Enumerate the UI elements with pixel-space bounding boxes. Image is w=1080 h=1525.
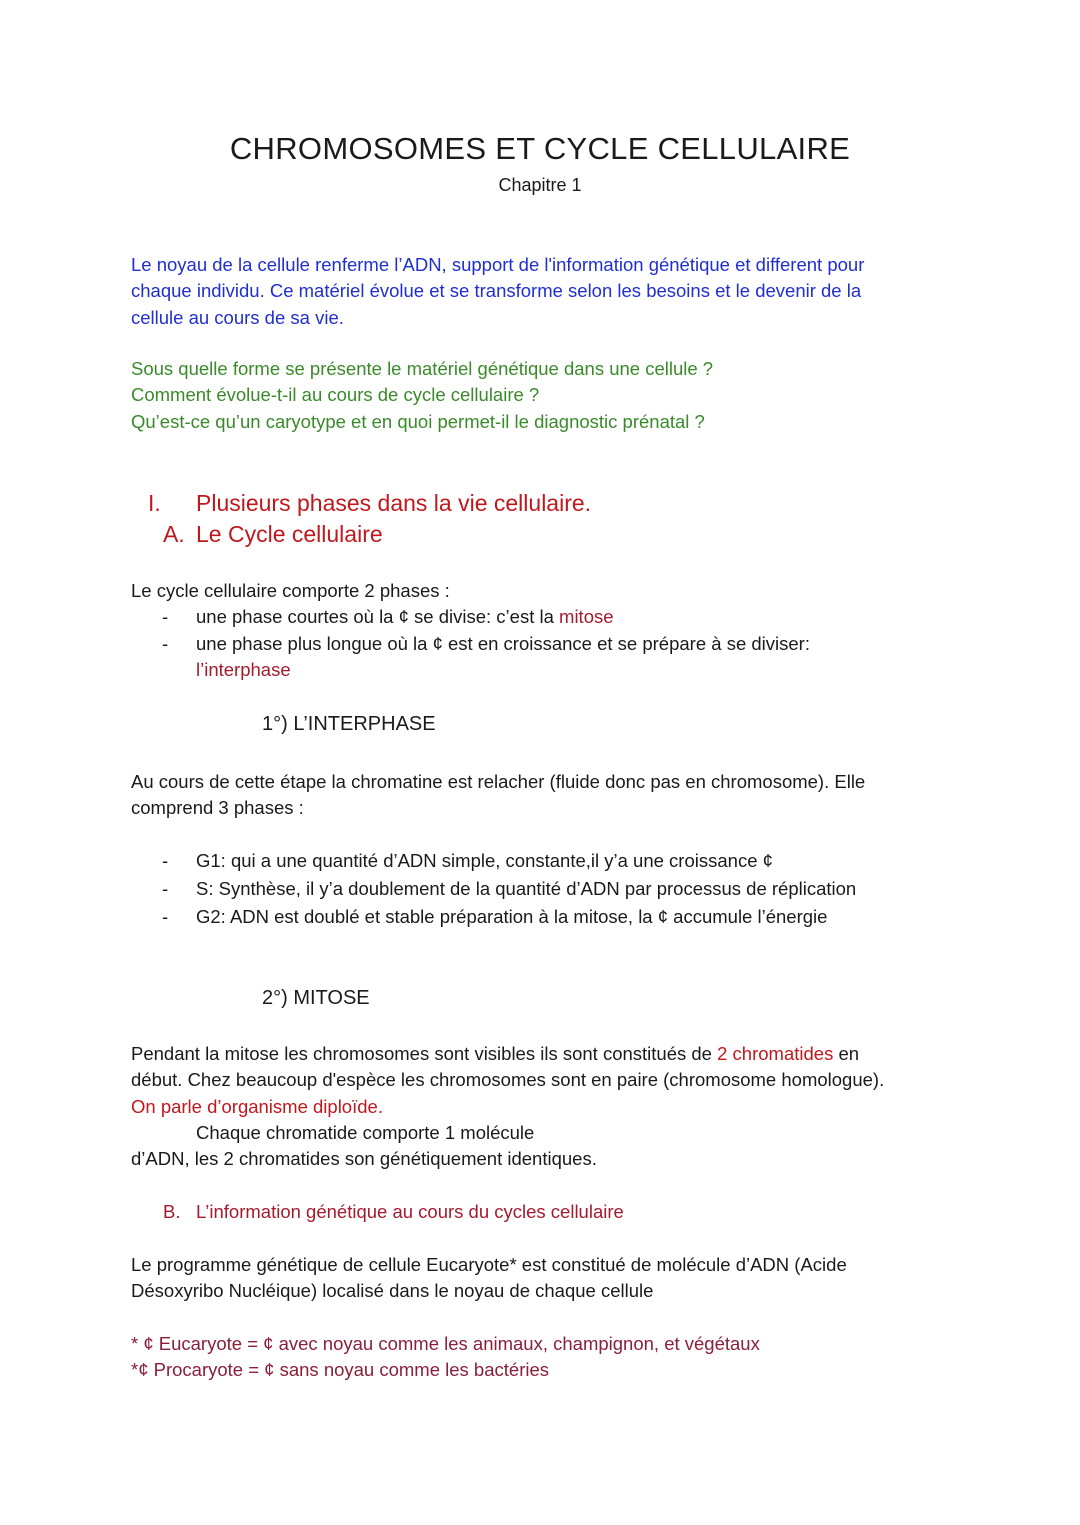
notes-block xyxy=(131,1331,760,1384)
page-title: CHROMOSOMES ET CYCLE CELLULAIRE xyxy=(229,131,851,166)
intro-line: Le noyau de la cellule renferme l’ADN, support de l'information génétique et different pour xyxy=(131,254,865,275)
bullet-dash: - xyxy=(162,606,169,627)
mitose-text: Pendant la mitose les chromosomes sont visibles ils sont constitués de xyxy=(131,1043,718,1064)
phase-item-s: S: Synthèse, il y’a doublement de la quantité d’ADN par processus de réplication xyxy=(196,878,857,899)
bullet-dash: - xyxy=(162,878,169,899)
question: Sous quelle forme se présente le matériel génétique dans une cellule ? xyxy=(131,358,714,379)
programme-paragraph xyxy=(131,1252,847,1305)
bullet-dash: - xyxy=(162,850,169,871)
intro-line: cellule au cours de sa vie. xyxy=(131,306,344,328)
interphase-heading: 1°) L’INTERPHASE xyxy=(262,713,436,735)
term-interphase: l’interphase xyxy=(196,659,291,680)
phase-item-g2: G2: ADN est doublé et stable préparation à la mitose, la ¢ accumule l’énergie xyxy=(196,906,828,927)
mitose-line: début. Chez beaucoup d'espèce les chromosomes sont en paire (chromosome homologue). xyxy=(131,1069,885,1091)
term-diploide: On parle d’organisme diploïde. xyxy=(131,1095,383,1117)
mitose-line xyxy=(131,1041,884,1067)
section-number: I. xyxy=(148,490,161,516)
programme-line: Désoxyribo Nucléique) localisé dans le noyau de chaque cellule xyxy=(131,1280,654,1302)
interphase-line: comprend 3 phases : xyxy=(131,797,304,819)
subsection-title: L’information génétique au cours du cycles cellulaire xyxy=(196,1201,624,1222)
chapter-subtitle: Chapitre 1 xyxy=(498,175,582,195)
question: Comment évolue-t-il au cours de cycle cellulaire ? xyxy=(131,384,540,406)
mitose-heading: 2°) MITOSE xyxy=(262,987,370,1009)
cycle-item: une phase plus longue où la ¢ est en croissance et se prépare à se diviser: xyxy=(196,633,810,654)
bullet-dash: - xyxy=(162,906,169,927)
note-eucaryote: * ¢ Eucaryote = ¢ avec noyau comme les animaux, champignon, et végétaux xyxy=(131,1333,760,1354)
cycle-item-text: une phase courtes où la ¢ se divise: c’est la xyxy=(196,606,560,627)
term-chromatides: 2 chromatides xyxy=(717,1043,834,1064)
mitose-line: Chaque chromatide comporte 1 molécule xyxy=(196,1121,535,1143)
intro-line: chaque individu. Ce matériel évolue et se transforme selon les besoins et le devenir de la xyxy=(131,280,862,302)
phase-item-g1: G1: qui a une quantité d’ADN simple, constante,il y’a une croissance ¢ xyxy=(196,850,773,871)
subsection-letter: B. xyxy=(163,1201,181,1222)
questions-block xyxy=(131,356,713,435)
mitose-paragraph xyxy=(131,1041,884,1172)
interphase-line: Au cours de cette étape la chromatine est relacher (fluide donc pas en chromosome). Elle xyxy=(131,771,866,792)
section-title: Plusieurs phases dans la vie cellulaire. xyxy=(196,490,592,516)
question: Qu’est-ce qu’un caryotype et en quoi permet-il le diagnostic prénatal ? xyxy=(131,410,705,432)
intro-paragraph xyxy=(131,252,864,331)
term-mitose: mitose xyxy=(559,606,614,627)
interphase-paragraph xyxy=(131,769,865,822)
bullet-dash: - xyxy=(162,633,169,654)
cycle-intro: Le cycle cellulaire comporte 2 phases : xyxy=(131,580,450,601)
cycle-item xyxy=(196,606,614,628)
subsection-letter: A. xyxy=(163,521,185,547)
subsection-title: Le Cycle cellulaire xyxy=(196,521,383,547)
note-procaryote: *¢ Procaryote = ¢ sans noyau comme les bactéries xyxy=(131,1359,550,1381)
mitose-text: en xyxy=(833,1043,860,1064)
programme-line: Le programme génétique de cellule Eucaryote* est constitué de molécule d’ADN (Acide xyxy=(131,1254,847,1275)
mitose-line: d’ADN, les 2 chromatides son génétiquement identiques. xyxy=(131,1148,597,1170)
